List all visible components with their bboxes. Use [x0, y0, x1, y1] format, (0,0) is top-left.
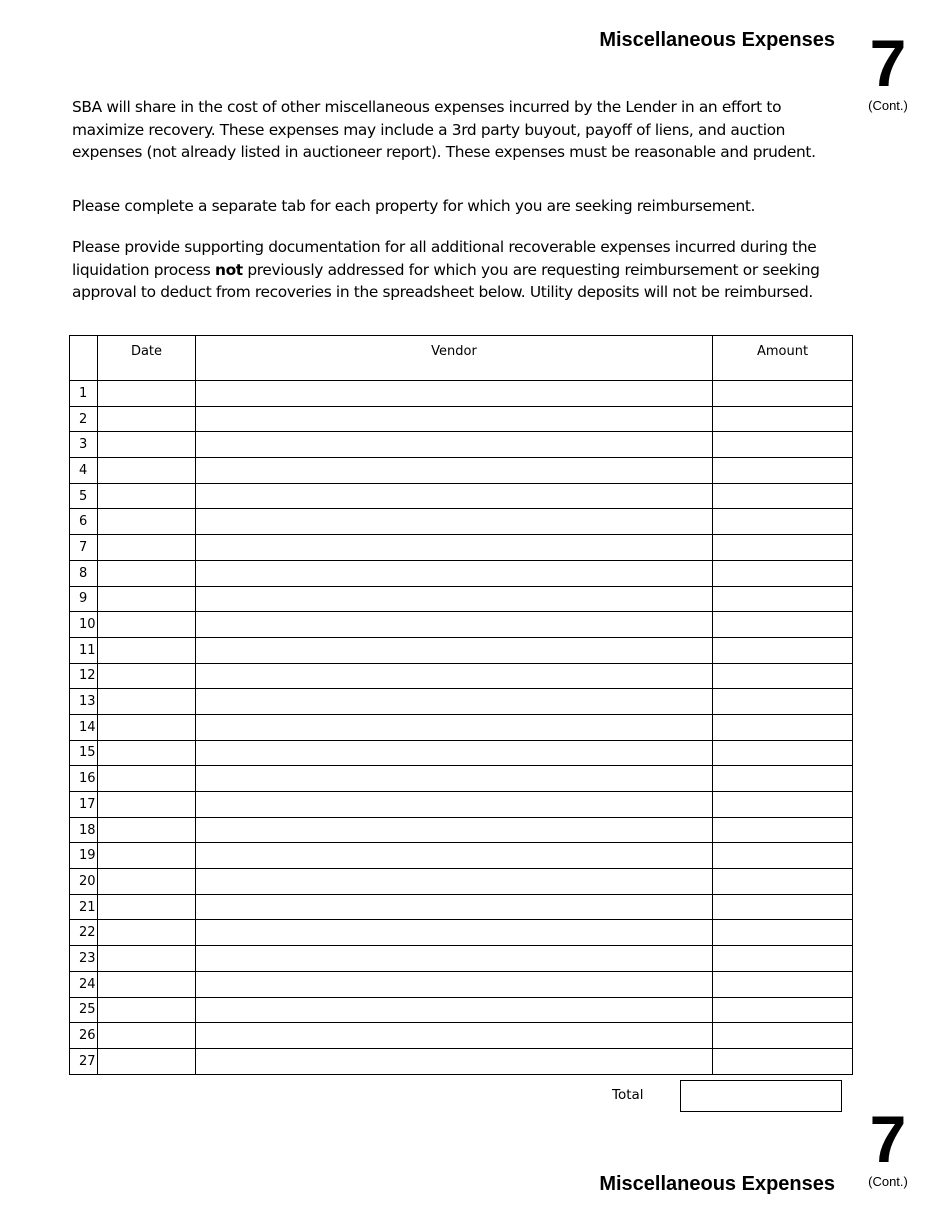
- table-row: [70, 637, 853, 663]
- table-header-row: [70, 336, 853, 381]
- table-row: [70, 381, 853, 407]
- amount-cell[interactable]: [713, 714, 853, 740]
- vendor-cell[interactable]: [196, 483, 713, 509]
- row-number-cell: 1: [70, 381, 98, 407]
- row-number-cell: 20: [70, 869, 98, 895]
- page-title: Miscellaneous Expenses: [599, 29, 835, 51]
- vendor-cell[interactable]: [196, 920, 713, 946]
- row-number-cell: 9: [70, 586, 98, 612]
- amount-cell[interactable]: [713, 663, 853, 689]
- footer-tab-number: 7: [869, 1102, 907, 1176]
- amount-cell[interactable]: [713, 997, 853, 1023]
- date-column-header: Date: [98, 336, 196, 381]
- row-number-cell: 24: [70, 971, 98, 997]
- row-number-cell: 14: [70, 714, 98, 740]
- date-cell[interactable]: [98, 1048, 196, 1074]
- vendor-cell[interactable]: [196, 535, 713, 561]
- expenses-table: [69, 335, 853, 1075]
- vendor-cell[interactable]: [196, 689, 713, 715]
- table-row: [70, 869, 853, 895]
- vendor-cell[interactable]: [196, 740, 713, 766]
- vendor-cell[interactable]: [196, 714, 713, 740]
- vendor-cell[interactable]: [196, 458, 713, 484]
- amount-cell[interactable]: [713, 535, 853, 561]
- table-row: [70, 714, 853, 740]
- row-number-header: [70, 336, 98, 381]
- date-cell[interactable]: [98, 612, 196, 638]
- row-number-cell: 12: [70, 663, 98, 689]
- date-cell[interactable]: [98, 714, 196, 740]
- table-row: [70, 920, 853, 946]
- amount-cell[interactable]: [713, 843, 853, 869]
- table-row: [70, 535, 853, 561]
- amount-cell[interactable]: [713, 689, 853, 715]
- table-row: [70, 586, 853, 612]
- row-number-cell: 10: [70, 612, 98, 638]
- vendor-cell[interactable]: [196, 586, 713, 612]
- vendor-cell[interactable]: [196, 997, 713, 1023]
- date-cell[interactable]: [98, 869, 196, 895]
- amount-cell[interactable]: [713, 1023, 853, 1049]
- table-row: [70, 458, 853, 484]
- table-row: [70, 946, 853, 972]
- date-cell[interactable]: [98, 458, 196, 484]
- table-row: [70, 740, 853, 766]
- date-cell[interactable]: [98, 509, 196, 535]
- amount-cell[interactable]: [713, 381, 853, 407]
- table-row: [70, 483, 853, 509]
- vendor-cell[interactable]: [196, 432, 713, 458]
- vendor-cell[interactable]: [196, 509, 713, 535]
- date-cell[interactable]: [98, 766, 196, 792]
- amount-cell[interactable]: [713, 612, 853, 638]
- row-number-cell: 17: [70, 792, 98, 818]
- row-number-cell: 4: [70, 458, 98, 484]
- date-cell[interactable]: [98, 483, 196, 509]
- amount-cell[interactable]: [713, 586, 853, 612]
- row-number-cell: 27: [70, 1048, 98, 1074]
- row-number-cell: 16: [70, 766, 98, 792]
- vendor-cell[interactable]: [196, 766, 713, 792]
- vendor-cell[interactable]: [196, 612, 713, 638]
- amount-cell[interactable]: [713, 509, 853, 535]
- row-number-cell: 3: [70, 432, 98, 458]
- intro-paragraph-3: [72, 236, 842, 304]
- date-cell[interactable]: [98, 997, 196, 1023]
- intro-paragraph-2: Please complete a separate tab for each property for which you are seeking reimbursement.: [72, 197, 756, 215]
- table-row: [70, 663, 853, 689]
- amount-cell[interactable]: [713, 458, 853, 484]
- table-row: [70, 689, 853, 715]
- vendor-cell[interactable]: [196, 560, 713, 586]
- table-row: [70, 1048, 853, 1074]
- vendor-cell[interactable]: [196, 843, 713, 869]
- total-field[interactable]: [680, 1080, 842, 1112]
- table-row: [70, 843, 853, 869]
- row-number-cell: 18: [70, 817, 98, 843]
- table-row: [70, 817, 853, 843]
- vendor-cell[interactable]: [196, 381, 713, 407]
- amount-cell[interactable]: [713, 817, 853, 843]
- amount-cell[interactable]: [713, 766, 853, 792]
- footer-title: Miscellaneous Expenses: [599, 1173, 835, 1195]
- row-number-cell: 25: [70, 997, 98, 1023]
- vendor-cell[interactable]: [196, 1023, 713, 1049]
- vendor-cell[interactable]: [196, 637, 713, 663]
- table-row: [70, 560, 853, 586]
- vendor-cell[interactable]: [196, 792, 713, 818]
- amount-cell[interactable]: [713, 920, 853, 946]
- amount-cell[interactable]: [713, 894, 853, 920]
- date-cell[interactable]: [98, 689, 196, 715]
- date-cell[interactable]: [98, 894, 196, 920]
- row-number-cell: 19: [70, 843, 98, 869]
- row-number-cell: 15: [70, 740, 98, 766]
- date-cell[interactable]: [98, 406, 196, 432]
- tab-number: 7: [869, 26, 907, 100]
- table-row: [70, 792, 853, 818]
- date-cell[interactable]: [98, 535, 196, 561]
- intro-paragraph-3-start: Please provide supporting documentation for all additional recoverable expenses incurred during the liquidation process: [72, 238, 817, 279]
- amount-cell[interactable]: [713, 432, 853, 458]
- amount-cell[interactable]: [713, 869, 853, 895]
- vendor-cell[interactable]: [196, 817, 713, 843]
- vendor-cell[interactable]: [196, 406, 713, 432]
- table-row: [70, 894, 853, 920]
- table-row: [70, 997, 853, 1023]
- total-label: Total: [612, 1087, 644, 1103]
- row-number-cell: 2: [70, 406, 98, 432]
- date-cell[interactable]: [98, 792, 196, 818]
- date-cell[interactable]: [98, 586, 196, 612]
- date-cell[interactable]: [98, 920, 196, 946]
- table-row: [70, 612, 853, 638]
- vendor-cell[interactable]: [196, 946, 713, 972]
- table-row: [70, 971, 853, 997]
- vendor-cell[interactable]: [196, 971, 713, 997]
- intro-paragraph-3-end: previously addressed for which you are requesting reimbursement or seeking approval to deduct from recoveries in the spreadsheet below. Utility deposits will not be reimbursed.: [72, 260, 820, 301]
- date-cell[interactable]: [98, 637, 196, 663]
- date-cell[interactable]: [98, 843, 196, 869]
- date-cell[interactable]: [98, 663, 196, 689]
- date-cell[interactable]: [98, 946, 196, 972]
- row-number-cell: 26: [70, 1023, 98, 1049]
- row-number-cell: 5: [70, 483, 98, 509]
- amount-cell[interactable]: [713, 792, 853, 818]
- amount-cell[interactable]: [713, 1048, 853, 1074]
- table-row: [70, 509, 853, 535]
- amount-cell[interactable]: [713, 483, 853, 509]
- date-cell[interactable]: [98, 381, 196, 407]
- row-number-cell: 22: [70, 920, 98, 946]
- row-number-cell: 8: [70, 560, 98, 586]
- row-number-cell: 23: [70, 946, 98, 972]
- table-row: [70, 1023, 853, 1049]
- vendor-column-header: Vendor: [196, 336, 713, 381]
- table-row: [70, 766, 853, 792]
- date-cell[interactable]: [98, 432, 196, 458]
- amount-cell[interactable]: [713, 560, 853, 586]
- tab-continued-label: (Cont.): [868, 98, 908, 113]
- vendor-cell[interactable]: [196, 894, 713, 920]
- date-cell[interactable]: [98, 560, 196, 586]
- row-number-cell: 7: [70, 535, 98, 561]
- amount-cell[interactable]: [713, 637, 853, 663]
- row-number-cell: 6: [70, 509, 98, 535]
- vendor-cell[interactable]: [196, 869, 713, 895]
- intro-paragraph-1: SBA will share in the cost of other miscellaneous expenses incurred by the Lender in an effort to maximize recovery. These expenses may include a 3rd party buyout, payoff of liens, and auction expenses (not already listed in auctioneer report). These expenses must be reasonable and prudent.: [72, 98, 816, 161]
- date-cell[interactable]: [98, 971, 196, 997]
- row-number-cell: 13: [70, 689, 98, 715]
- amount-cell[interactable]: [713, 971, 853, 997]
- row-number-cell: 21: [70, 894, 98, 920]
- amount-cell[interactable]: [713, 946, 853, 972]
- table-row: [70, 406, 853, 432]
- date-cell[interactable]: [98, 817, 196, 843]
- amount-column-header: Amount: [713, 336, 853, 381]
- intro-paragraph-3-emphasis: not: [214, 260, 243, 279]
- date-cell[interactable]: [98, 740, 196, 766]
- row-number-cell: 11: [70, 637, 98, 663]
- amount-cell[interactable]: [713, 740, 853, 766]
- footer-tab-continued-label: (Cont.): [868, 1174, 908, 1189]
- vendor-cell[interactable]: [196, 1048, 713, 1074]
- date-cell[interactable]: [98, 1023, 196, 1049]
- amount-cell[interactable]: [713, 406, 853, 432]
- vendor-cell[interactable]: [196, 663, 713, 689]
- table-row: [70, 432, 853, 458]
